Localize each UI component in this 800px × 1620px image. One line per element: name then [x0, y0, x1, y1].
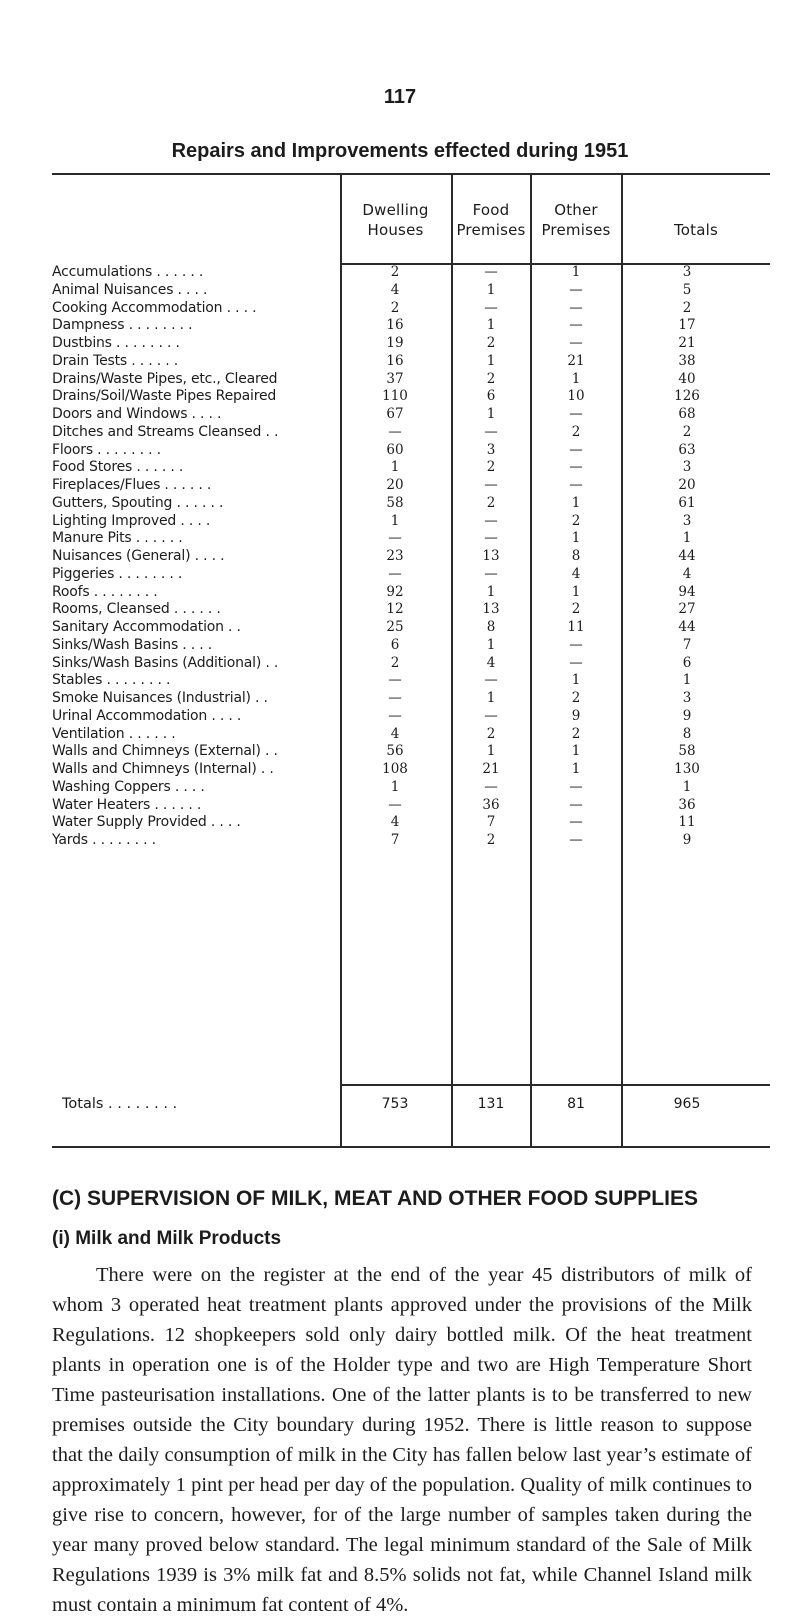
totals-top-rule	[340, 1084, 770, 1086]
row-label: Animal Nuisances . . . .	[52, 281, 208, 298]
cell-food-premises: 2	[486, 494, 496, 511]
table-row	[0, 353, 800, 371]
table-row	[0, 690, 800, 708]
cell-food-premises: —	[484, 264, 498, 280]
cell-dwelling-houses: 4	[390, 281, 400, 298]
cell-other-premises: 1	[571, 530, 581, 547]
grand-total: 965	[673, 1096, 701, 1112]
cell-food-premises: —	[484, 778, 498, 795]
row-label: Floors . . . . . . . .	[52, 441, 161, 458]
cell-other-premises: 10	[567, 388, 585, 405]
cell-food-premises: 13	[482, 601, 500, 618]
cell-totals: 4	[682, 565, 692, 582]
cell-food-premises: 4	[486, 654, 496, 671]
row-label: Washing Coppers . . . .	[52, 778, 205, 795]
cell-totals: 20	[678, 477, 696, 493]
body-paragraph: There were on the register at the end of the year 45 distributors of milk of whom 3 operated heat treatment plants approved under the provisions of the Milk Regulations. 12 shopkeepers sold only dairy bottled milk. Of the heat treatment plants in operation one is of the Holder type and two are High Temperature Short Time pasteurisation installations. One of the latter plants is to be transferred to new premises outside the City boundary during 1952. There is little reason to suppose that the daily consumption of milk in the City has fallen below last year’s estimate of approximately 1 pint per head per day of the population. Quality of milk continues to give rise to concern, however, for of the large number of samples taken during the year many proved below standard. The legal minimum standard of the Sale of Milk Regulations 1939 is 3% milk fat and 8.5% solids not fat, while Channel Island milk must contain a minimum fat content of 4%.	[52, 1264, 752, 1616]
cell-dwelling-houses: 60	[386, 441, 404, 458]
table-row	[0, 584, 800, 602]
cell-food-premises: —	[484, 299, 498, 316]
cell-totals: 44	[678, 619, 696, 635]
cell-totals: 126	[674, 388, 700, 405]
cell-dwelling-houses: 7	[390, 832, 400, 848]
cell-totals: 1	[682, 672, 692, 689]
cell-other-premises: 2	[571, 512, 581, 529]
cell-totals: 61	[678, 494, 696, 511]
cell-dwelling-houses: 110	[382, 388, 408, 405]
cell-totals: 17	[678, 317, 696, 334]
cell-dwelling-houses: 2	[390, 654, 400, 671]
row-label: Sinks/Wash Basins (Additional) . .	[52, 654, 279, 671]
cell-dwelling-houses: 23	[386, 548, 404, 564]
row-label: Fireplaces/Flues . . . . . .	[52, 477, 212, 493]
cell-food-premises: 2	[486, 832, 496, 848]
cell-totals: 5	[682, 281, 692, 298]
cell-other-premises: 8	[571, 548, 581, 564]
cell-totals: 63	[678, 441, 696, 458]
cell-other-premises: 21	[567, 352, 585, 369]
cell-other-premises: 1	[571, 370, 581, 387]
cell-other-premises: —	[569, 459, 583, 476]
row-label: Yards . . . . . . . .	[52, 832, 156, 848]
cell-totals: 36	[678, 796, 696, 813]
cell-food-premises: —	[484, 423, 498, 440]
cell-dwelling-houses: 37	[386, 370, 404, 387]
row-label: Piggeries . . . . . . . .	[52, 565, 183, 582]
table-row	[0, 477, 800, 495]
column-header-food-premises	[452, 200, 530, 240]
cell-dwelling-houses: 58	[386, 494, 404, 511]
cell-food-premises: 1	[486, 406, 496, 422]
table-row	[0, 566, 800, 584]
cell-other-premises: 4	[571, 565, 581, 582]
cell-food-premises: —	[484, 477, 498, 493]
row-label: Drains/Soil/Waste Pipes Repaired	[52, 388, 277, 405]
column-header-line2: Premises	[456, 221, 526, 239]
cell-other-premises: 2	[571, 690, 581, 706]
table-row	[0, 388, 800, 406]
cell-totals: 8	[682, 725, 692, 742]
cell-totals: 40	[678, 370, 696, 387]
cell-dwelling-houses: —	[388, 707, 402, 724]
table-row	[0, 814, 800, 832]
cell-dwelling-houses: 2	[390, 299, 400, 316]
row-label: Drain Tests . . . . . .	[52, 352, 178, 369]
cell-other-premises: 1	[571, 743, 581, 760]
cell-totals: 11	[678, 814, 696, 831]
cell-totals: 130	[674, 761, 700, 777]
cell-other-premises: 1	[571, 494, 581, 511]
table-row	[0, 459, 800, 477]
cell-food-premises: 2	[486, 335, 496, 351]
row-label: Walls and Chimneys (External) . .	[52, 743, 278, 760]
cell-totals: 3	[682, 690, 692, 706]
cell-other-premises: —	[569, 406, 583, 422]
cell-totals: 2	[682, 299, 692, 316]
table-row	[0, 406, 800, 424]
cell-dwelling-houses: 19	[386, 335, 404, 351]
row-label: Water Supply Provided . . . .	[52, 814, 241, 831]
cell-food-premises: 1	[486, 636, 496, 653]
cell-totals: 9	[682, 707, 692, 724]
row-label: Ventilation . . . . . .	[52, 725, 176, 742]
row-label: Accumulations . . . . . .	[52, 264, 204, 280]
table-top-rule	[52, 173, 770, 175]
cell-totals: 1	[682, 778, 692, 795]
table-row	[0, 282, 800, 300]
page-number: 117	[383, 86, 417, 108]
cell-totals: 1	[682, 530, 692, 547]
column-header-line1: Other	[554, 201, 598, 219]
cell-other-premises: 1	[571, 761, 581, 777]
cell-food-premises: —	[484, 530, 498, 547]
cell-food-premises: —	[484, 707, 498, 724]
cell-dwelling-houses: 1	[390, 778, 400, 795]
cell-totals: 68	[678, 406, 696, 422]
totals-label: Totals . . . . . . . .	[62, 1096, 178, 1112]
cell-food-premises: 1	[486, 690, 496, 706]
table-row	[0, 779, 800, 797]
table-row	[0, 672, 800, 690]
total-food-premises: 131	[477, 1096, 505, 1112]
row-label: Nuisances (General) . . . .	[52, 548, 225, 564]
cell-totals: 27	[678, 601, 696, 618]
column-header-line1: Food	[472, 201, 510, 219]
table-row	[0, 743, 800, 761]
cell-totals: 38	[678, 352, 696, 369]
cell-other-premises: —	[569, 477, 583, 493]
table-row	[0, 832, 800, 850]
cell-dwelling-houses: 16	[386, 317, 404, 334]
column-header-line2: Houses	[367, 221, 424, 239]
table-row	[0, 442, 800, 460]
row-label: Dampness . . . . . . . .	[52, 317, 193, 334]
cell-other-premises: —	[569, 814, 583, 831]
sub-heading: (i) Milk and Milk Products	[52, 1228, 282, 1249]
table-row	[0, 513, 800, 531]
cell-dwelling-houses: 1	[390, 459, 400, 476]
row-label: Rooms, Cleansed . . . . . .	[52, 601, 221, 618]
table-row	[0, 264, 800, 282]
cell-other-premises: —	[569, 778, 583, 795]
cell-food-premises: —	[484, 672, 498, 689]
cell-other-premises: 11	[567, 619, 585, 635]
cell-dwelling-houses: —	[388, 565, 402, 582]
cell-dwelling-houses: 4	[390, 725, 400, 742]
table-row	[0, 300, 800, 318]
table-row	[0, 424, 800, 442]
cell-other-premises: 1	[571, 264, 581, 280]
cell-food-premises: —	[484, 565, 498, 582]
cell-other-premises: 2	[571, 423, 581, 440]
table-row	[0, 619, 800, 637]
cell-other-premises: 1	[571, 583, 581, 600]
column-header-line1	[622, 200, 770, 220]
totals-row	[0, 1096, 800, 1114]
row-label: Sinks/Wash Basins . . . .	[52, 636, 213, 653]
cell-totals: 6	[682, 654, 692, 671]
row-label: Drains/Waste Pipes, etc., Cleared	[52, 370, 278, 387]
cell-dwelling-houses: —	[388, 672, 402, 689]
cell-dwelling-houses: 20	[386, 477, 404, 493]
cell-other-premises: —	[569, 796, 583, 813]
table-bottom-rule	[52, 1146, 770, 1148]
total-dwelling-houses: 753	[381, 1096, 409, 1112]
table-row	[0, 655, 800, 673]
cell-dwelling-houses: —	[388, 690, 402, 706]
table-body	[0, 264, 800, 850]
cell-dwelling-houses: 92	[386, 583, 404, 600]
cell-food-premises: 3	[486, 441, 496, 458]
cell-other-premises: —	[569, 832, 583, 848]
table-row	[0, 601, 800, 619]
cell-other-premises: 1	[571, 672, 581, 689]
column-header-line2: Totals	[673, 221, 719, 239]
row-label: Manure Pits . . . . . .	[52, 530, 183, 547]
cell-food-premises: 2	[486, 725, 496, 742]
row-label: Food Stores . . . . . .	[52, 459, 184, 476]
cell-other-premises: —	[569, 441, 583, 458]
cell-dwelling-houses: 25	[386, 619, 404, 635]
cell-other-premises: —	[569, 299, 583, 316]
row-label: Roofs . . . . . . . .	[52, 583, 158, 600]
cell-food-premises: 36	[482, 796, 500, 813]
row-label: Urinal Accommodation . . . .	[52, 707, 242, 724]
column-header-line2: Premises	[541, 221, 611, 239]
cell-dwelling-houses: 67	[386, 406, 404, 422]
table-row	[0, 530, 800, 548]
cell-dwelling-houses: —	[388, 796, 402, 813]
cell-food-premises: 1	[486, 281, 496, 298]
cell-totals: 44	[678, 548, 696, 564]
cell-dwelling-houses: —	[388, 423, 402, 440]
cell-food-premises: 6	[486, 388, 496, 405]
cell-food-premises: 8	[486, 619, 496, 635]
cell-dwelling-houses: 56	[386, 743, 404, 760]
cell-other-premises: —	[569, 654, 583, 671]
cell-other-premises: —	[569, 281, 583, 298]
cell-other-premises: —	[569, 636, 583, 653]
cell-other-premises: —	[569, 335, 583, 351]
column-header-dwelling-houses	[340, 200, 451, 240]
total-other-premises: 81	[567, 1096, 585, 1112]
cell-dwelling-houses: 6	[390, 636, 400, 653]
cell-food-premises: 2	[486, 370, 496, 387]
cell-other-premises: —	[569, 317, 583, 334]
cell-totals: 7	[682, 636, 692, 653]
cell-food-premises: 21	[482, 761, 500, 777]
cell-food-premises: 1	[486, 352, 496, 369]
table-row	[0, 495, 800, 513]
column-header-other-premises	[531, 200, 621, 240]
row-label: Ditches and Streams Cleansed . .	[52, 423, 279, 440]
table-row	[0, 797, 800, 815]
cell-dwelling-houses: 12	[386, 601, 404, 618]
table-row	[0, 761, 800, 779]
column-header-totals	[622, 200, 770, 240]
cell-other-premises: 9	[571, 707, 581, 724]
cell-dwelling-houses: 1	[390, 512, 400, 529]
row-label: Sanitary Accommodation . .	[52, 619, 241, 635]
table-row	[0, 335, 800, 353]
table-row	[0, 637, 800, 655]
cell-other-premises: 2	[571, 725, 581, 742]
cell-dwelling-houses: 16	[386, 352, 404, 369]
cell-food-premises: 7	[486, 814, 496, 831]
cell-food-premises: 1	[486, 743, 496, 760]
cell-totals: 9	[682, 832, 692, 848]
row-label: Smoke Nuisances (Industrial) . .	[52, 690, 268, 706]
table-row	[0, 371, 800, 389]
cell-other-premises: 2	[571, 601, 581, 618]
column-header-line1: Dwelling	[362, 201, 429, 219]
cell-food-premises: 1	[486, 317, 496, 334]
cell-food-premises: —	[484, 512, 498, 529]
row-label: Lighting Improved . . . .	[52, 512, 211, 529]
cell-totals: 3	[682, 512, 692, 529]
cell-dwelling-houses: 2	[390, 264, 400, 280]
cell-totals: 94	[678, 583, 696, 600]
cell-dwelling-houses: 108	[382, 761, 408, 777]
section-heading: (C) SUPERVISION OF MILK, MEAT AND OTHER FOOD SUPPLIES	[52, 1187, 698, 1210]
cell-food-premises: 13	[482, 548, 500, 564]
row-label: Stables . . . . . . . .	[52, 672, 171, 689]
cell-totals: 3	[682, 264, 692, 280]
cell-totals: 21	[678, 335, 696, 351]
row-label: Dustbins . . . . . . . .	[52, 335, 180, 351]
row-label: Walls and Chimneys (Internal) . .	[52, 761, 274, 777]
cell-totals: 58	[678, 743, 696, 760]
row-label: Cooking Accommodation . . . .	[52, 299, 257, 316]
table-row	[0, 317, 800, 335]
cell-dwelling-houses: 4	[390, 814, 400, 831]
table-row	[0, 726, 800, 744]
row-label: Water Heaters . . . . . .	[52, 796, 202, 813]
cell-dwelling-houses: —	[388, 530, 402, 547]
cell-food-premises: 1	[486, 583, 496, 600]
cell-totals: 2	[682, 423, 692, 440]
table-title: Repairs and Improvements effected during 1951	[171, 140, 629, 162]
table-row	[0, 548, 800, 566]
cell-food-premises: 2	[486, 459, 496, 476]
table-row	[0, 708, 800, 726]
row-label: Doors and Windows . . . .	[52, 406, 222, 422]
cell-totals: 3	[682, 459, 692, 476]
row-label: Gutters, Spouting . . . . . .	[52, 494, 224, 511]
